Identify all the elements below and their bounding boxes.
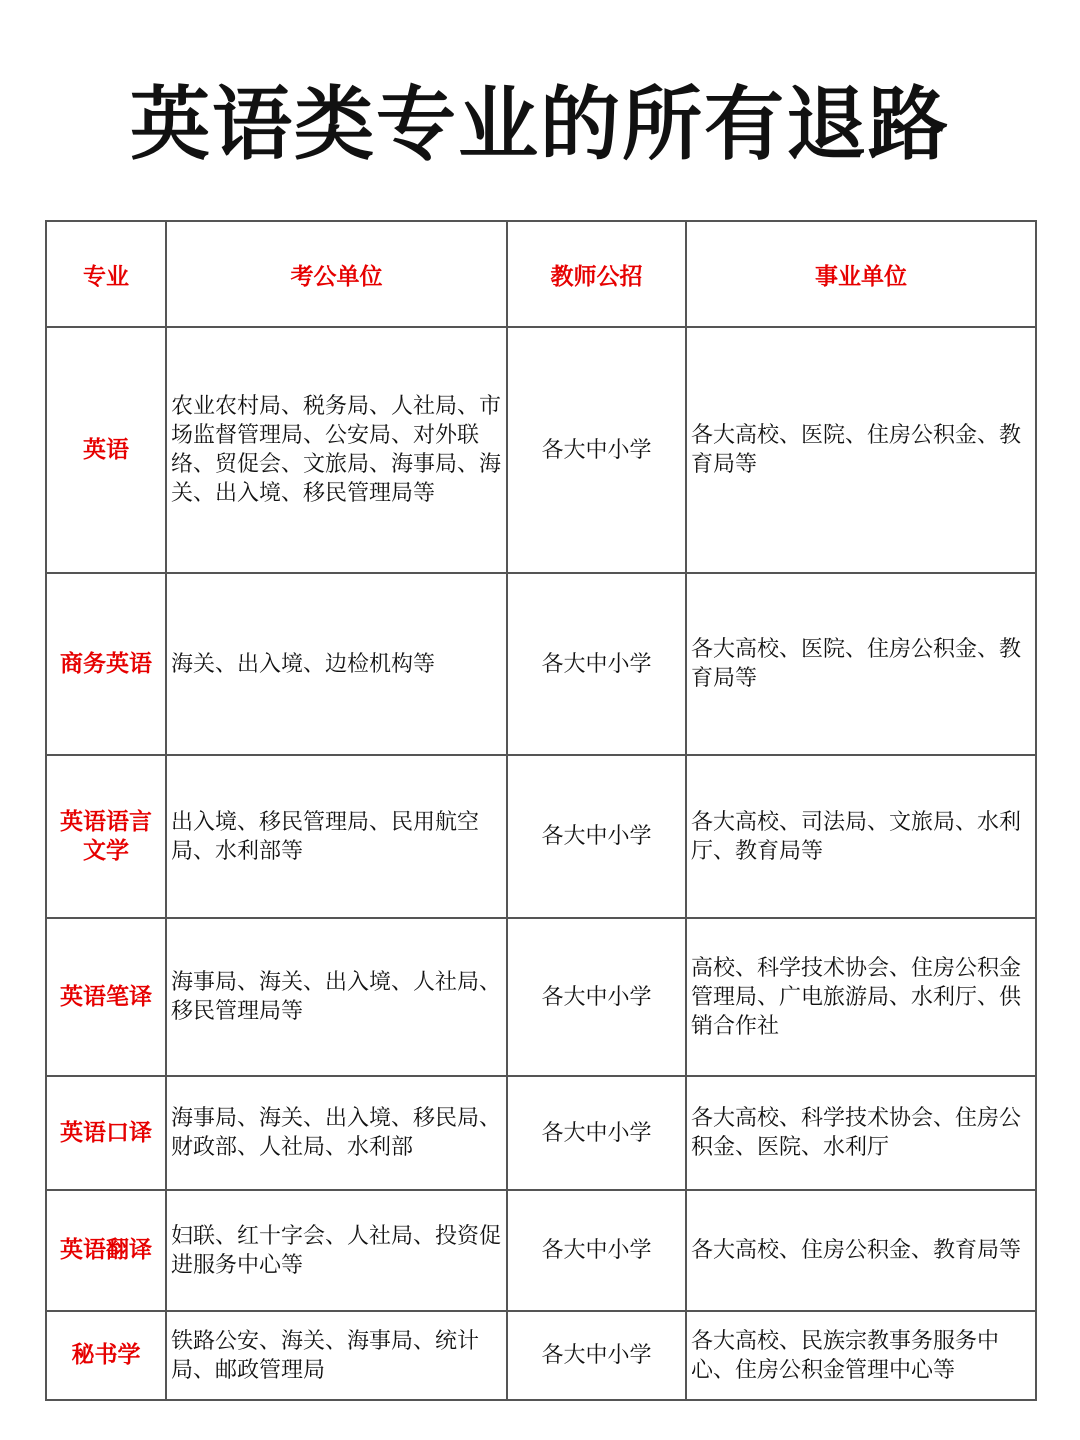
header-civil-service: 考公单位 <box>166 221 507 327</box>
institution-cell: 各大高校、科学技术协会、住房公积金、医院、水利厅 <box>686 1076 1036 1190</box>
major-cell: 英语口译 <box>46 1076 166 1190</box>
header-public-institution: 事业单位 <box>686 221 1036 327</box>
major-cell: 商务英语 <box>46 573 166 755</box>
institution-cell: 各大高校、民族宗教事务服务中心、住房公积金管理中心等 <box>686 1311 1036 1400</box>
table-row <box>46 755 1036 918</box>
teacher-cell: 各大中小学 <box>507 327 686 573</box>
institution-cell: 高校、科学技术协会、住房公积金管理局、广电旅游局、水利厅、供销合作社 <box>686 918 1036 1076</box>
teacher-cell: 各大中小学 <box>507 1076 686 1190</box>
teacher-cell: 各大中小学 <box>507 573 686 755</box>
header-teacher-recruitment: 教师公招 <box>507 221 686 327</box>
table-row <box>46 1190 1036 1311</box>
civil-cell: 海事局、海关、出入境、移民局、财政部、人社局、水利部 <box>166 1076 507 1190</box>
teacher-cell: 各大中小学 <box>507 1190 686 1311</box>
institution-cell: 各大高校、医院、住房公积金、教育局等 <box>686 327 1036 573</box>
teacher-cell: 各大中小学 <box>507 1311 686 1400</box>
header-major: 专业 <box>46 221 166 327</box>
teacher-cell: 各大中小学 <box>507 755 686 918</box>
civil-cell: 出入境、移民管理局、民用航空局、水利部等 <box>166 755 507 918</box>
table-row <box>46 1076 1036 1190</box>
major-cell: 英语 <box>46 327 166 573</box>
table-header-row <box>46 221 1036 327</box>
table-row <box>46 918 1036 1076</box>
table-row <box>46 327 1036 573</box>
major-cell: 英语翻译 <box>46 1190 166 1311</box>
page-title: 英语类专业的所有退路 <box>130 78 950 171</box>
civil-cell: 铁路公安、海关、海事局、统计局、邮政管理局 <box>166 1311 507 1400</box>
civil-cell: 农业农村局、税务局、人社局、市场监督管理局、公安局、对外联络、贸促会、文旅局、海事局、海关、出入境、移民管理局等 <box>166 327 507 573</box>
institution-cell: 各大高校、医院、住房公积金、教育局等 <box>686 573 1036 755</box>
civil-cell: 妇联、红十字会、人社局、投资促进服务中心等 <box>166 1190 507 1311</box>
table-row <box>46 1311 1036 1400</box>
career-table <box>45 220 1037 1401</box>
teacher-cell: 各大中小学 <box>507 918 686 1076</box>
civil-cell: 海关、出入境、边检机构等 <box>166 573 507 755</box>
institution-cell: 各大高校、住房公积金、教育局等 <box>686 1190 1036 1311</box>
major-cell: 英语笔译 <box>46 918 166 1076</box>
institution-cell: 各大高校、司法局、文旅局、水利厅、教育局等 <box>686 755 1036 918</box>
major-cell: 秘书学 <box>46 1311 166 1400</box>
civil-cell: 海事局、海关、出入境、人社局、移民管理局等 <box>166 918 507 1076</box>
table-row <box>46 573 1036 755</box>
major-cell: 英语语言文学 <box>46 755 166 918</box>
